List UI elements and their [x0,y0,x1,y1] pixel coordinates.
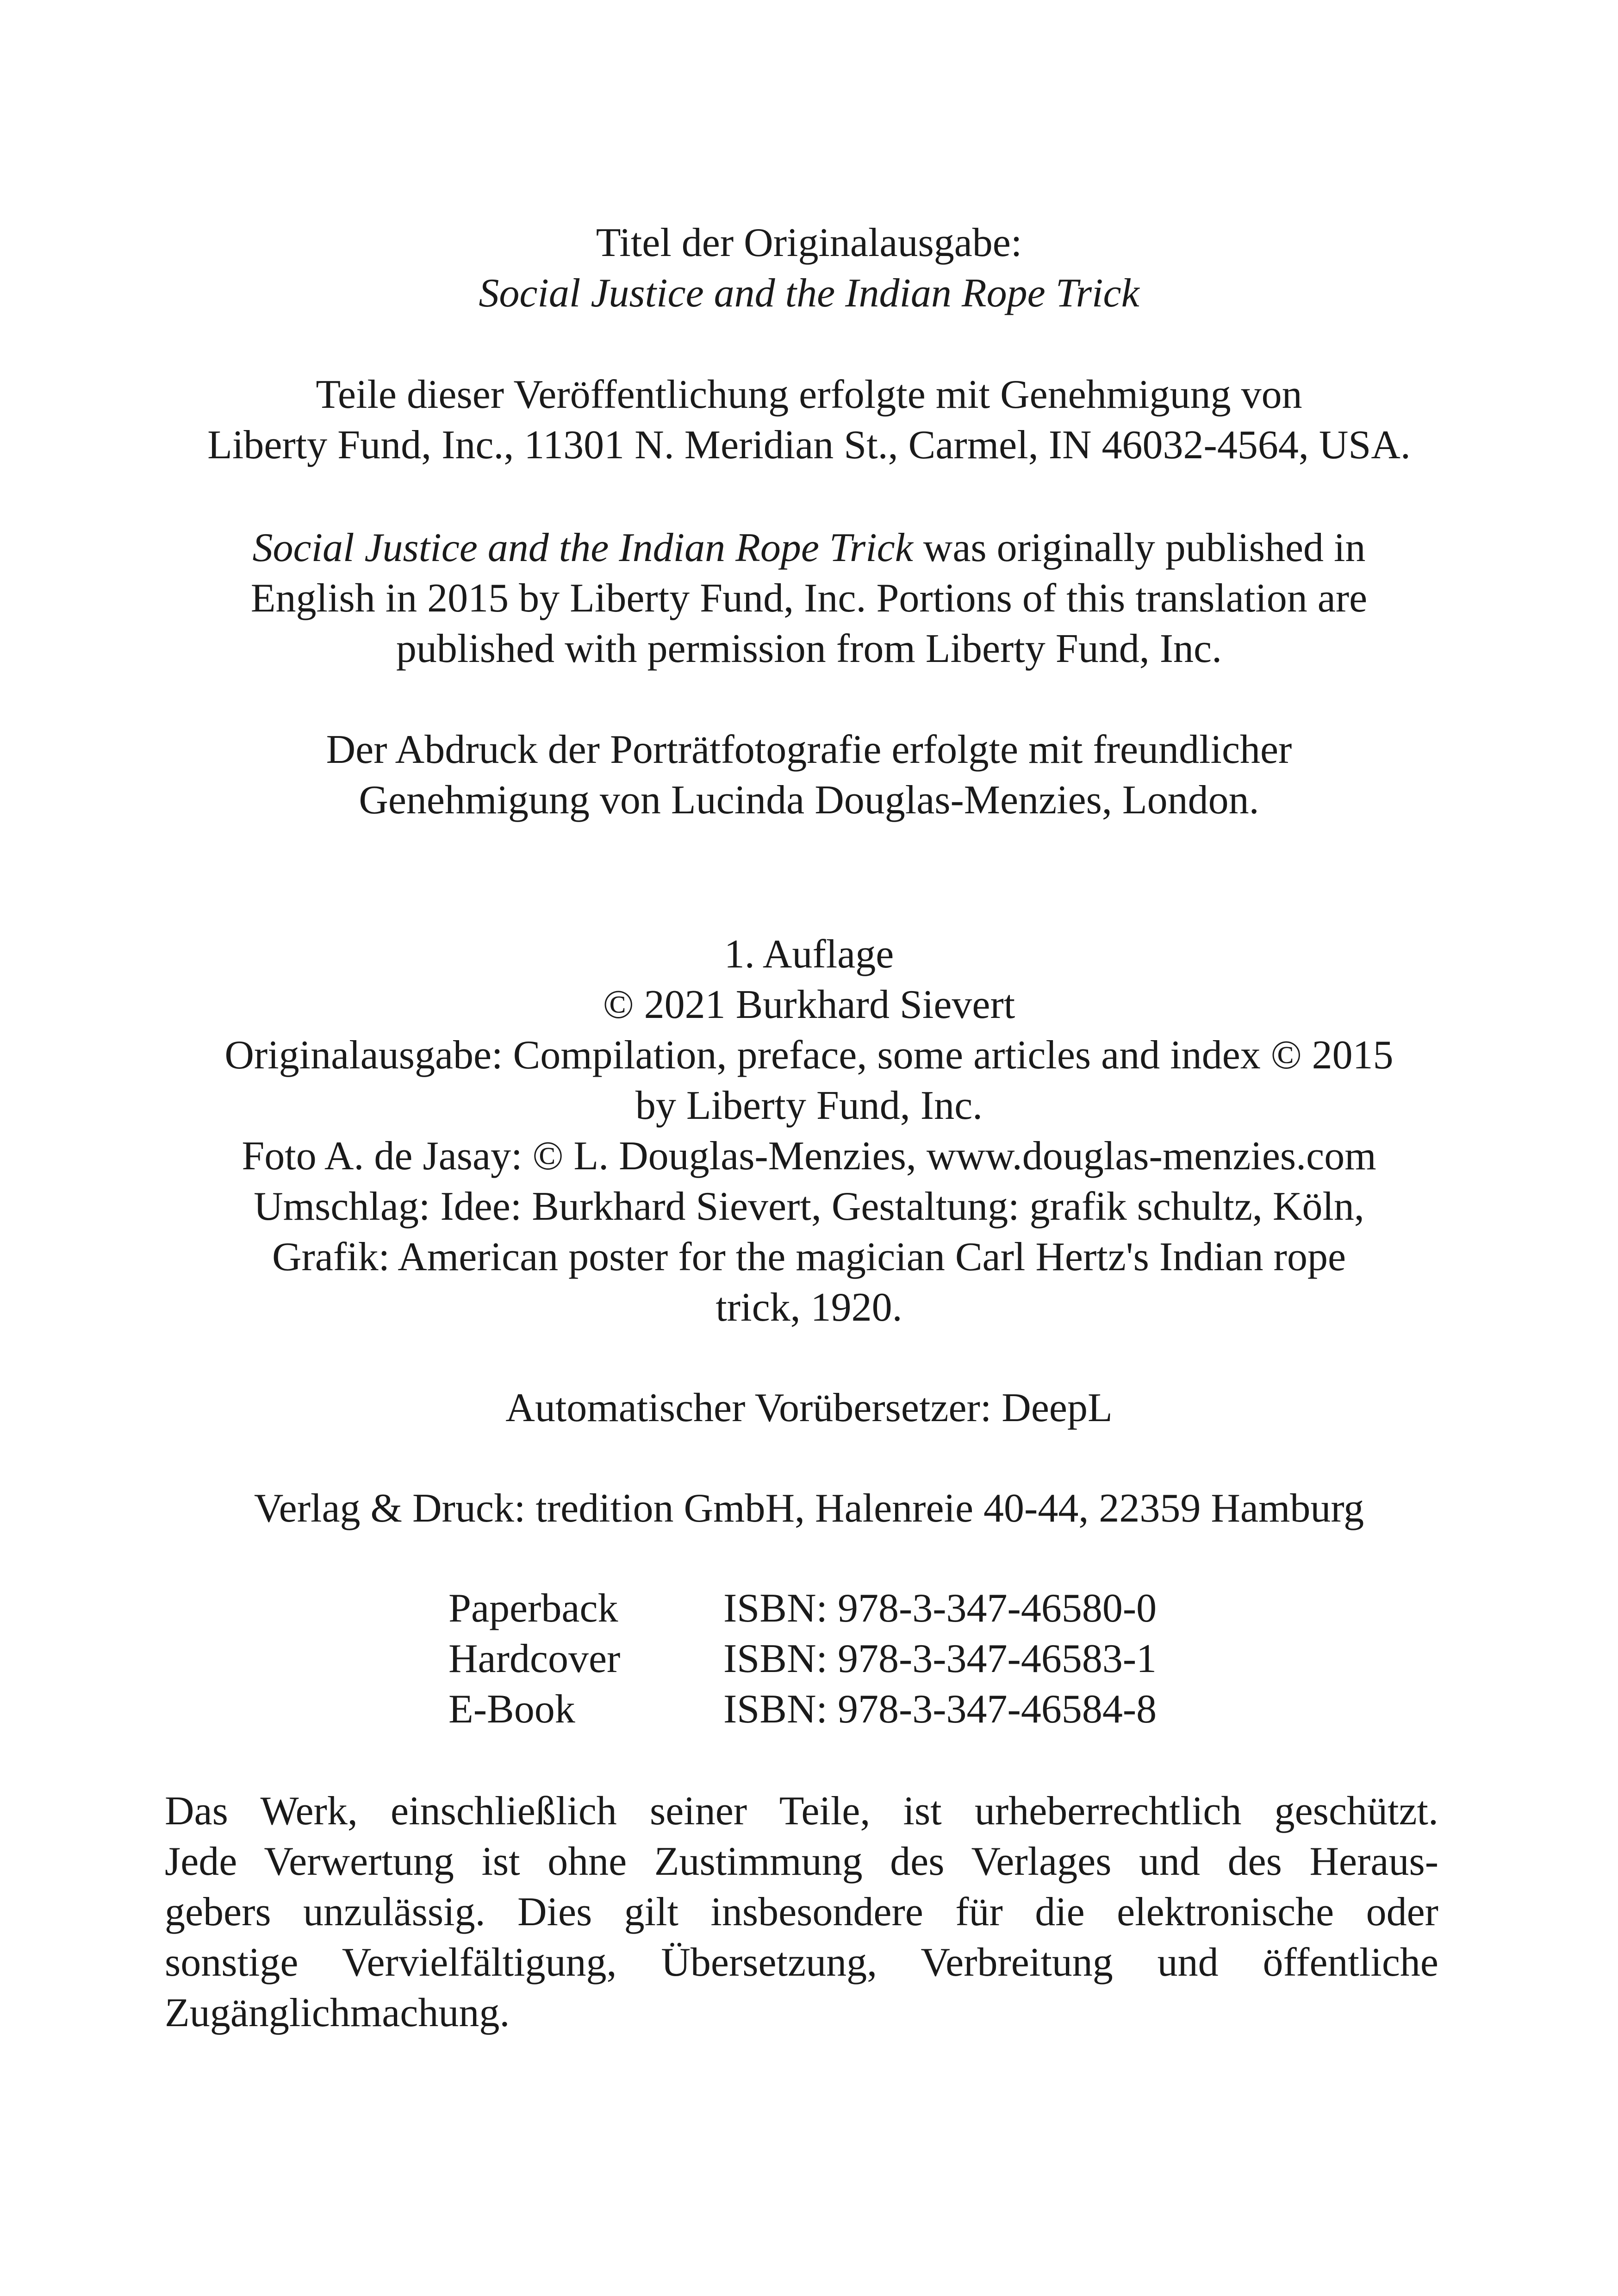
photo-permission-line: Der Abdruck der Porträtfotografie erfolgte mit freundlicher [326,727,1292,772]
legal-line: Jede Verwertung ist ohne Zustimmung des Verlages und des Heraus- [165,1839,1438,1884]
cover-credit: Umschlag: Idee: Burkhard Sievert, Gestaltung: grafik schultz, Köln, [254,1184,1364,1229]
publisher: Verlag & Druck: tredition GmbH, Halenreie 40-44, 22359 Hamburg [254,1486,1364,1531]
copyright: © 2021 Burkhard Sievert [603,982,1015,1027]
edition: 1. Auflage [724,932,894,977]
permission-de-line: Liberty Fund, Inc., 11301 N. Meridian St., Carmel, IN 46032-4564, USA. [207,423,1411,468]
credits-line: Originalausgabe: Compilation, preface, some articles and index © 2015 [224,1033,1394,1078]
isbn-format: Hardcover [448,1636,621,1681]
legal-line: Zugänglichmachung. [165,1990,510,2035]
permission-en-line: published with permission from Liberty Fund, Inc. [396,626,1222,671]
legal-notice [165,1786,1438,2038]
permission-de-line: Teile dieser Veröffentlichung erfolgte mit Genehmigung von [316,372,1302,417]
photo-permission-block [0,724,1618,825]
permission-en-block [0,523,1618,674]
graphic-credit: Grafik: American poster for the magician Carl Hertz's Indian rope [272,1235,1346,1279]
isbn-row [0,1684,1618,1734]
legal-line: gebers unzulässig. Dies gilt insbesondere für die elektronische oder [165,1890,1438,1934]
permission-de-block [0,369,1618,470]
original-title-block [0,218,1618,318]
legal-line: Das Werk, einschließlich seiner Teile, ist urheberrechtlich geschützt. [165,1789,1438,1834]
legal-line: sonstige Vervielfältigung, Übersetzung, Verbreitung und öffentliche [165,1940,1438,1985]
photo-credit: Foto A. de Jasay: © L. Douglas-Menzies, www.douglas-menzies.com [242,1134,1376,1179]
isbn-format: E-Book [448,1687,575,1732]
isbn-row [0,1583,1618,1634]
isbn-number: ISBN: 978-3-347-46583-1 [723,1636,1157,1681]
permission-en-text: was originally published in [913,525,1366,570]
isbn-row [0,1634,1618,1684]
original-title: Social Justice and the Indian Rope Trick [479,271,1139,316]
isbn-format: Paperback [448,1586,618,1631]
photo-permission-line: Genehmigung von Lucinda Douglas-Menzies, London. [359,778,1259,823]
original-title-label: Titel der Originalausgabe: [596,220,1022,265]
isbn-number: ISBN: 978-3-347-46584-8 [723,1687,1157,1732]
isbn-table [0,1583,1618,1734]
permission-en-line: English in 2015 by Liberty Fund, Inc. Portions of this translation are [250,576,1368,621]
credits-line: by Liberty Fund, Inc. [635,1083,983,1128]
translator: Automatischer Vorübersetzer: DeepL [505,1385,1113,1430]
isbn-number: ISBN: 978-3-347-46580-0 [723,1586,1157,1631]
graphic-credit: trick, 1920. [716,1285,902,1330]
permission-en-title: Social Justice and the Indian Rope Trick [252,525,913,570]
credits-block [0,929,1618,1333]
